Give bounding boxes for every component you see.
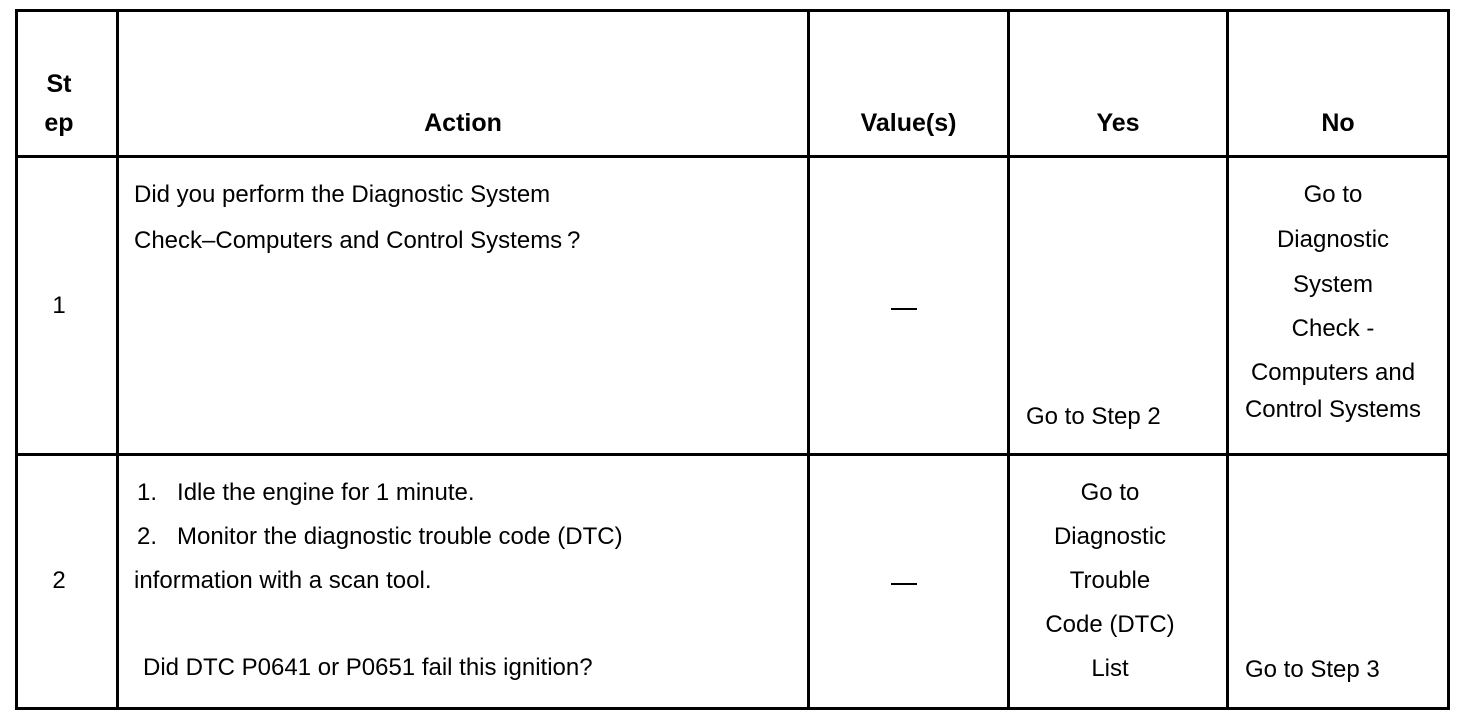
action-text: information with a scan tool.: [134, 567, 432, 594]
header-step: St ep: [44, 70, 74, 137]
table-border-top: [15, 9, 1450, 12]
action-question: Did DTC P0641 or P0651 fail this ignition?: [143, 654, 593, 681]
header-values: Value(s): [860, 109, 957, 137]
action-text: Did you perform the Diagnostic System: [134, 181, 551, 208]
yes-result: Go to Diagnostic Trouble Code (DTC) List: [1045, 479, 1175, 682]
value-dash: [891, 583, 917, 585]
action-text: Check–Computers and Control Systems ?: [134, 227, 581, 254]
header-divider: [15, 155, 1450, 158]
action-list-item: 2. Monitor the diagnostic trouble code (DTC): [137, 523, 623, 550]
no-result: Go to Step 3: [1245, 656, 1380, 683]
step-number: 2: [52, 567, 66, 594]
header-yes: Yes: [1096, 109, 1140, 137]
header-action: Action: [424, 109, 502, 137]
step-number: 1: [52, 292, 66, 319]
action-list-item: 1. Idle the engine for 1 minute.: [137, 479, 475, 506]
value-dash: [891, 308, 917, 310]
table-border-right: [1447, 9, 1450, 710]
yes-result: Go to Step 2: [1026, 403, 1161, 430]
row-divider: [15, 453, 1450, 456]
no-result: Go to Diagnostic System Check - Computers and Control Systems: [1244, 181, 1422, 423]
table-border-bottom: [15, 707, 1450, 710]
header-no: No: [1321, 109, 1355, 137]
